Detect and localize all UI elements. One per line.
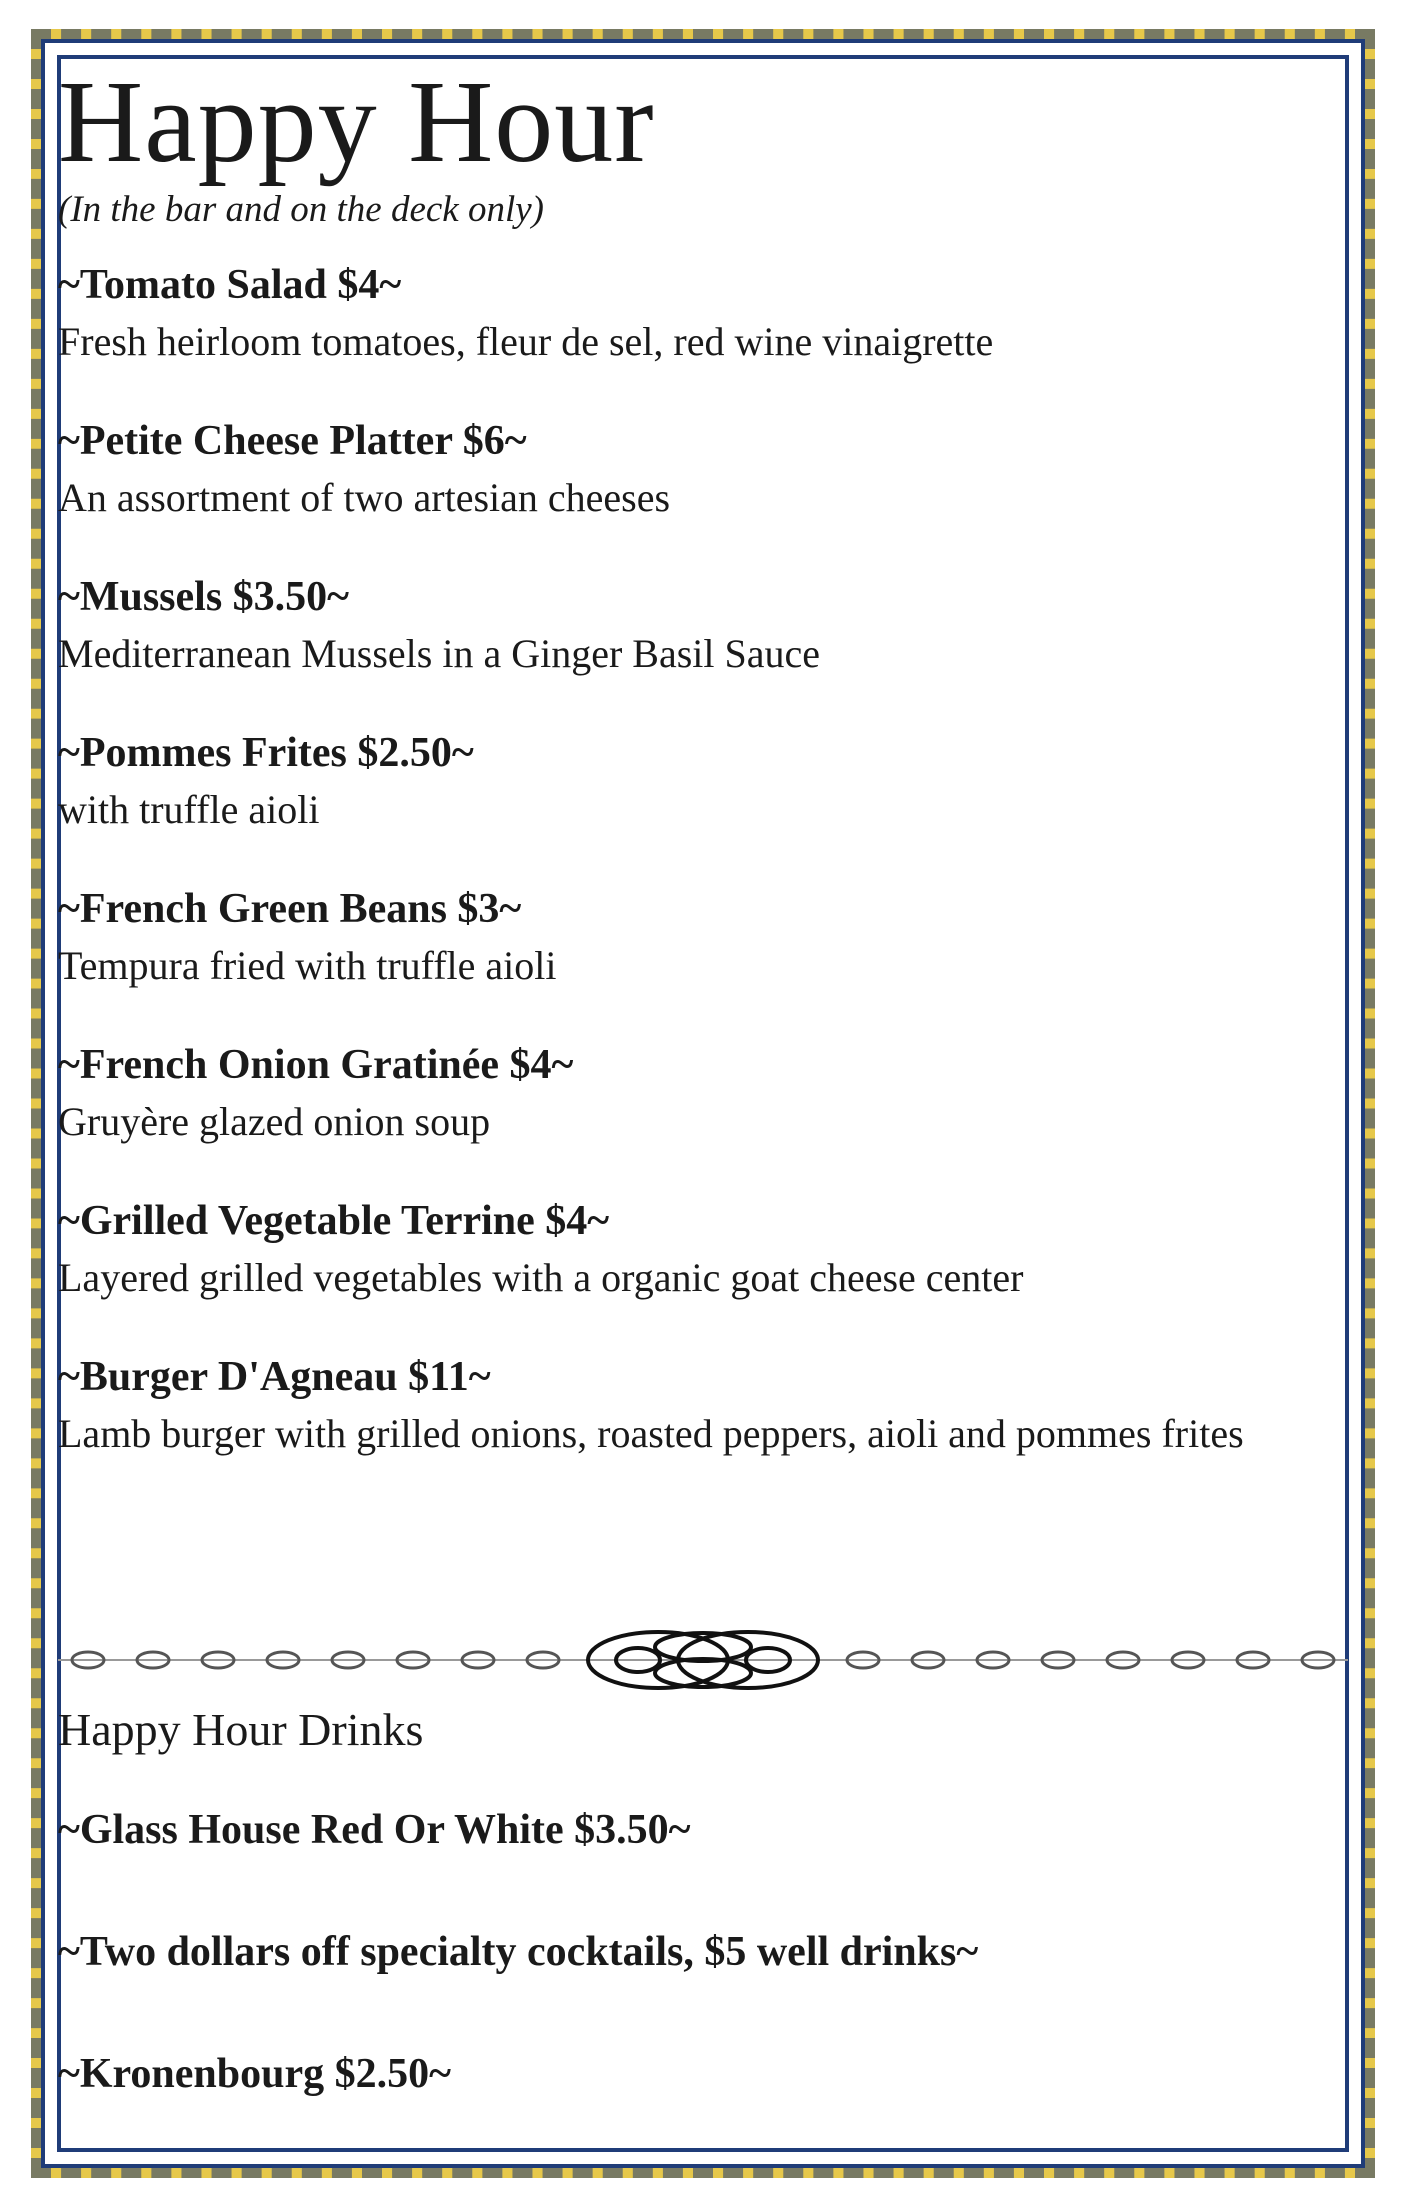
menu-item-description: An assortment of two artesian cheeses <box>58 475 671 520</box>
menu-item-name: ~French Green Beans $3~ <box>58 886 522 932</box>
drinks-section <box>58 1700 1348 2166</box>
menu-item <box>58 1037 1348 1151</box>
menu-item-description: with truffle aioli <box>58 787 320 832</box>
menu-item-name: ~Burger D'Agneau $11~ <box>58 1354 491 1400</box>
menu-item <box>58 413 1348 527</box>
menu-item-description: Layered grilled vegetables with a organic goat cheese center <box>58 1255 1024 1300</box>
menu-item-name: ~Pommes Frites $2.50~ <box>58 730 474 776</box>
menu-item-description: Tempura fried with truffle aioli <box>58 943 557 988</box>
menu-item-description: Lamb burger with grilled onions, roasted peppers, aioli and pommes frites <box>58 1411 1244 1456</box>
menu-item-description: Gruyère glazed onion soup <box>58 1099 491 1144</box>
menu-title: Happy Hour <box>58 56 655 187</box>
menu-item-name: ~Mussels $3.50~ <box>58 574 350 620</box>
menu-item <box>58 1349 1348 1463</box>
drinks-heading: Happy Hour Drinks <box>58 1704 424 1755</box>
menu-item-name: ~Tomato Salad $4~ <box>58 262 402 308</box>
menu-item-name: ~French Onion Gratinée $4~ <box>58 1042 574 1088</box>
drink-item: ~Glass House Red Or White $3.50~ <box>58 1807 691 1853</box>
drink-item: ~Kronenbourg $2.50~ <box>58 2051 451 2097</box>
menu-item <box>58 725 1348 839</box>
drink-item: ~Two dollars off specialty cocktails, $5 well drinks~ <box>58 1929 979 1975</box>
menu-item-description: Mediterranean Mussels in a Ginger Basil Sauce <box>58 631 821 676</box>
menu-item-name: ~Grilled Vegetable Terrine $4~ <box>58 1198 610 1244</box>
menu-item <box>58 569 1348 683</box>
menu-subtitle: (In the bar and on the deck only) <box>58 189 544 230</box>
menu-item <box>58 1193 1348 1307</box>
menu-item <box>58 257 1348 371</box>
ornamental-divider <box>58 1625 1348 1695</box>
menu-item-description: Fresh heirloom tomatoes, fleur de sel, red wine vinaigrette <box>58 319 994 364</box>
menu-content <box>58 56 1348 1505</box>
menu-item <box>58 881 1348 995</box>
menu-item-name: ~Petite Cheese Platter $6~ <box>58 418 527 464</box>
